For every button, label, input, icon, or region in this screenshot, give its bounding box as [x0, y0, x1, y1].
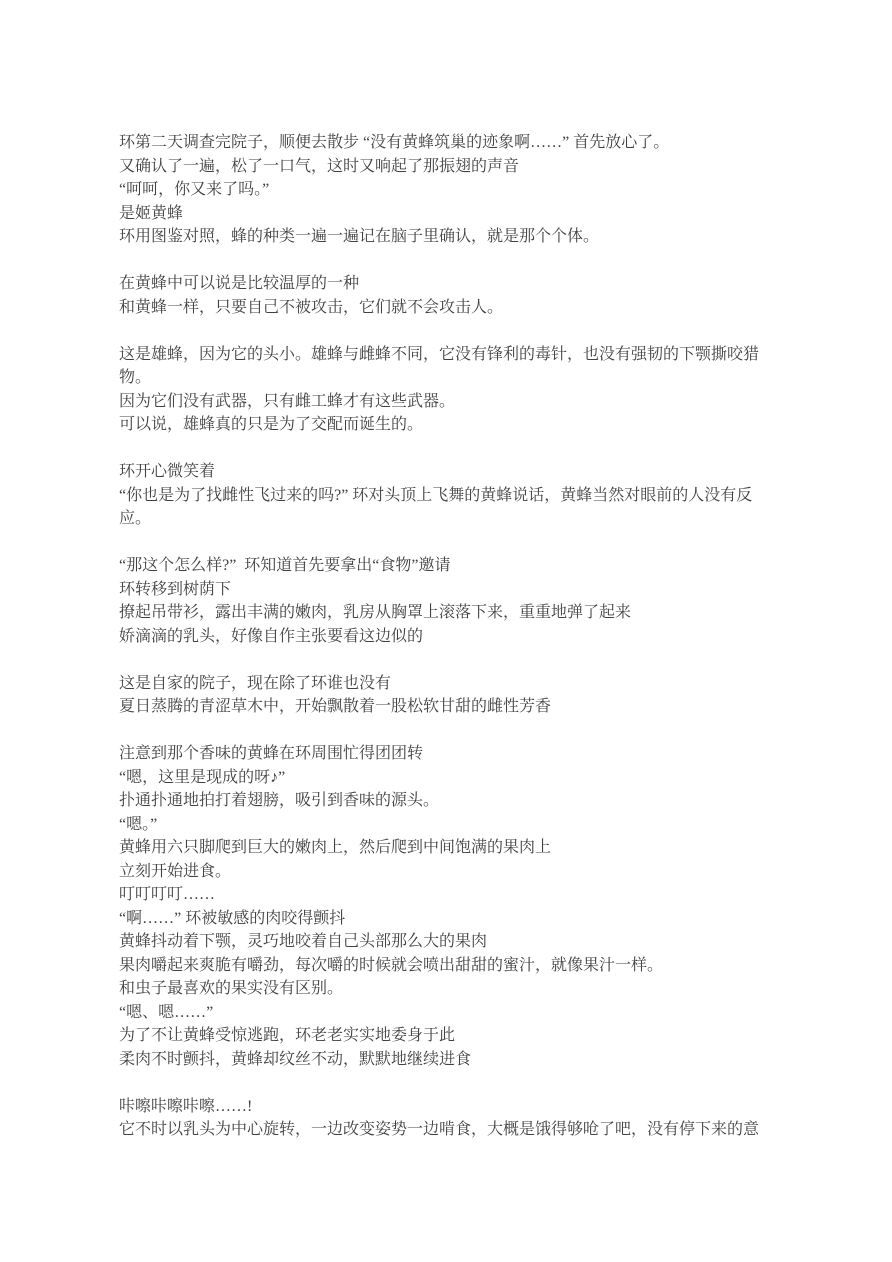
blank-line — [119, 437, 769, 461]
text-line: “嗯，这里是现成的呀♪” — [119, 768, 286, 786]
text-line: “呵呵，你又来了吗。” — [119, 181, 270, 198]
text-line: “嗯。” — [119, 815, 158, 833]
blank-line — [119, 1071, 769, 1095]
text-line: 和黄蜂一样，只要自己不被攻击，它们就不会攻击人。 — [119, 298, 504, 316]
blank-line — [119, 249, 769, 273]
text-line: “那这个怎么样?” 环知道首先要拿出“食物”邀请 — [119, 557, 451, 574]
text-line: 因为它们没有武器，只有雌工蜂才有这些武器。 — [119, 392, 456, 410]
text-line: 和虫子最喜欢的果实没有区别。 — [119, 980, 344, 997]
text-line: 环转移到树荫下 — [119, 580, 232, 598]
text-line: 这是雄蜂，因为它的头小。雄蜂与雌蜂不同，它没有锋利的毒针，也没有强韧的下颚撕咬猎物。 — [119, 345, 760, 386]
text-line: 立刻开始进食。 — [119, 862, 232, 880]
blank-line — [119, 319, 769, 343]
blank-line — [119, 648, 769, 672]
text-line: 可以说，雄蜂真的只是为了交配而诞生的。 — [119, 416, 424, 433]
text-line: 又确认了一遍，松了一口气，这时又响起了那振翅的声音 — [119, 157, 520, 175]
text-line: 这是自家的院子，现在除了环谁也没有 — [119, 674, 392, 692]
text-line: 环用图鉴对照，蜂的种类一遍一遍记在脑子里确认，就是那个个体。 — [119, 228, 600, 245]
text-line: 柔肉不时颤抖，黄蜂却纹丝不动，默默地继续进食 — [119, 1050, 472, 1068]
text-line: 黄蜂用六只脚爬到巨大的嫩肉上，然后爬到中间饱满的果肉上 — [119, 839, 552, 856]
text-line: “嗯、嗯……” — [119, 1003, 214, 1021]
text-line: 撩起吊带衫，露出丰满的嫩肉，乳房从胸罩上滚落下来，重重地弹了起来 — [119, 604, 632, 621]
text-line: 咔嚓咔嚓咔嚓……! — [119, 1097, 253, 1115]
text-line: 叮叮叮叮…… — [119, 886, 216, 903]
text-line: 环第二天调查完院子，顺便去散步 “没有黄蜂筑巢的迹象啊……” 首先放心了。 — [119, 134, 670, 151]
text-line: 它不时以乳头为中心旋转，一边改变姿势一边啃食，大概是饿得够呛了吧，没有停下来的意 — [119, 1121, 760, 1138]
text-line: 是姬黄蜂 — [119, 204, 184, 222]
text-line: 黄蜂抖动着下颚，灵巧地咬着自己头部那么大的果肉 — [119, 933, 488, 950]
text-line: 为了不让黄蜂受惊逃跑，环老老实实地委身于此 — [119, 1027, 456, 1044]
text-line: 环开心微笑着 — [119, 463, 216, 480]
text-line: 娇滴滴的乳头，好像自作主张要看这边似的 — [119, 627, 424, 645]
text-block — [119, 131, 769, 1142]
text-line: 扑通扑通地拍打着翅膀，吸引到香味的源头。 — [119, 792, 440, 809]
text-line: 注意到那个香味的黄蜂在环周围忙得团团转 — [119, 745, 424, 762]
text-line: 夏日蒸腾的青涩草木中，开始飘散着一股松软甘甜的雌性芳香 — [119, 698, 552, 715]
blank-line — [119, 719, 769, 743]
text-line: “啊……” 环被敏感的肉咬得颤抖 — [119, 909, 346, 927]
text-line: “你也是为了找雌性飞过来的吗?” 环对头顶上飞舞的黄蜂说话，黄蜂当然对眼前的人没有反应。 — [119, 486, 753, 527]
text-line: 果肉嚼起来爽脆有嚼劲，每次嚼的时候就会喷出甜甜的蜜汁，就像果汁一样。 — [119, 956, 664, 974]
text-line: 在黄蜂中可以说是比较温厚的一种 — [119, 275, 360, 292]
blank-line — [119, 531, 769, 555]
